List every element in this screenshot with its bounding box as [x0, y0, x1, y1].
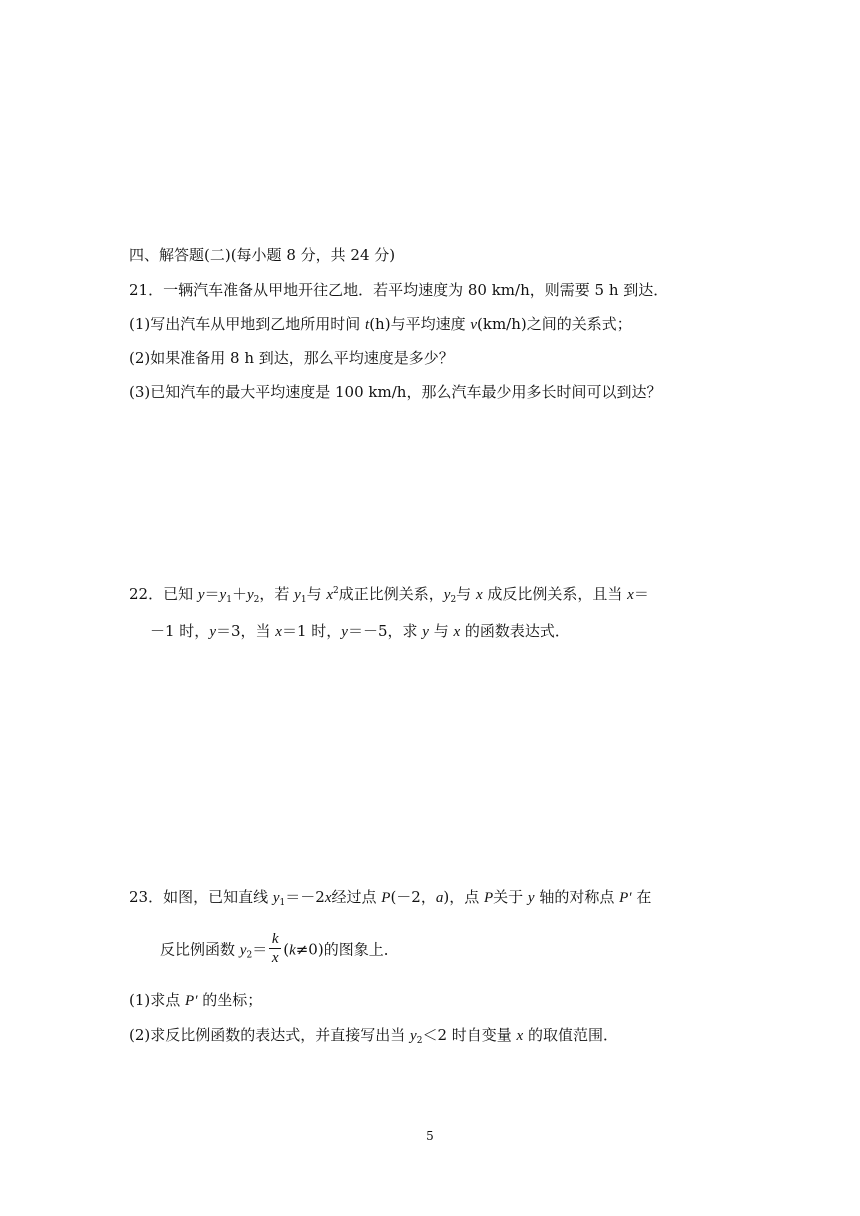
text: (1)写出汽车从甲地到乙地所用时间 [129, 315, 366, 333]
var: P′ [619, 890, 632, 906]
subscript: 1 [279, 898, 286, 908]
var: y [272, 890, 280, 906]
text: 经过点 [331, 888, 382, 906]
var-v: v [470, 317, 478, 333]
text: 反比例函数 [160, 940, 240, 959]
fraction [269, 930, 281, 967]
var: y [239, 942, 247, 959]
text: 的取值范围． [523, 1026, 618, 1044]
var: y [410, 1028, 417, 1044]
var: x [516, 1028, 524, 1044]
text: (km/h)之间的关系式； [477, 315, 632, 333]
var: y [443, 587, 451, 603]
q21-part3: (3)已知汽车的最大平均速度是 100 km/h，那么汽车最少用多长时间可以到达？ [129, 383, 662, 401]
fraction-denominator: x [271, 950, 279, 966]
var: P [483, 890, 494, 906]
q22-line2 [150, 624, 570, 640]
var-t: t [365, 317, 370, 333]
var: y [246, 587, 254, 603]
text: 与 [306, 585, 327, 603]
var: y [209, 624, 216, 640]
var: P′ [185, 993, 198, 1009]
text: ＋ [231, 585, 247, 603]
subscript: 2 [253, 595, 260, 605]
var: y [527, 890, 535, 906]
subscript: 1 [226, 595, 232, 605]
text: 的函数表达式． [460, 622, 570, 640]
text: 成正比例关系， [338, 585, 444, 603]
q23-line1 [129, 890, 651, 908]
text: 23．如图，已知直线 [129, 888, 273, 906]
q21-stem: 21．一辆汽车准备从甲地开往乙地．若平均速度为 80 km/h，则需要 5 h 到达． [129, 281, 669, 299]
text: (－2， [390, 888, 436, 906]
subscript: 2 [416, 1036, 423, 1046]
var: P [381, 890, 391, 906]
var: y [422, 624, 429, 640]
var: x [275, 624, 282, 640]
text: ＝ [252, 940, 268, 959]
subscript: 1 [300, 595, 307, 605]
section-heading: 四、解答题(二)(每小题 8 分，共 24 分) [129, 246, 396, 264]
q22-line1 [129, 587, 649, 605]
fraction-numerator: k [271, 931, 279, 947]
text: 与 [428, 622, 454, 640]
text: ＝1 时， [281, 622, 342, 640]
text: 轴的对称点 [534, 888, 620, 906]
text: 关于 [493, 888, 528, 906]
text: 在 [631, 888, 652, 906]
page-number: 5 [426, 1129, 434, 1143]
var: y [197, 587, 205, 603]
q21-part2: (2)如果准备用 8 h 到达，那么平均速度是多少？ [129, 349, 454, 367]
q23-part1 [129, 993, 262, 1009]
var: x [453, 624, 461, 640]
text: (1)求点 [129, 991, 186, 1009]
q23-line2 [160, 932, 399, 969]
var: x [627, 587, 634, 603]
text: 的坐标； [197, 991, 263, 1009]
text: ＝ [204, 585, 220, 603]
text: ＜2 时自变量 [422, 1026, 517, 1044]
var: y [219, 587, 227, 603]
text: (h)与平均速度 [369, 315, 471, 333]
text: ＝－2 [285, 888, 325, 906]
var: y [341, 624, 348, 640]
text: ，若 [259, 585, 295, 603]
subscript: 2 [450, 595, 457, 605]
q21-part1 [129, 317, 632, 333]
text: (2)求反比例函数的表达式，并直接写出当 [129, 1026, 411, 1044]
var: y [294, 587, 301, 603]
text: ≠0)的图象上． [295, 940, 399, 959]
text: ＝3，当 [215, 622, 276, 640]
var: x [475, 587, 483, 603]
text: －1 时， [150, 622, 210, 640]
var: x [326, 587, 334, 603]
q23-part2 [129, 1028, 618, 1046]
var: k [289, 942, 296, 959]
text: 与 [456, 585, 476, 603]
text: ＝－5，求 [347, 622, 423, 640]
superscript: 2 [333, 586, 339, 596]
var: x [324, 890, 332, 906]
text: ＝ [633, 585, 649, 603]
var: a [435, 890, 444, 906]
text: ( [283, 940, 290, 959]
text: 22．已知 [129, 585, 198, 603]
subscript: 2 [246, 950, 253, 961]
text: )，点 [443, 888, 484, 906]
text: 成反比例关系，且当 [482, 585, 628, 603]
